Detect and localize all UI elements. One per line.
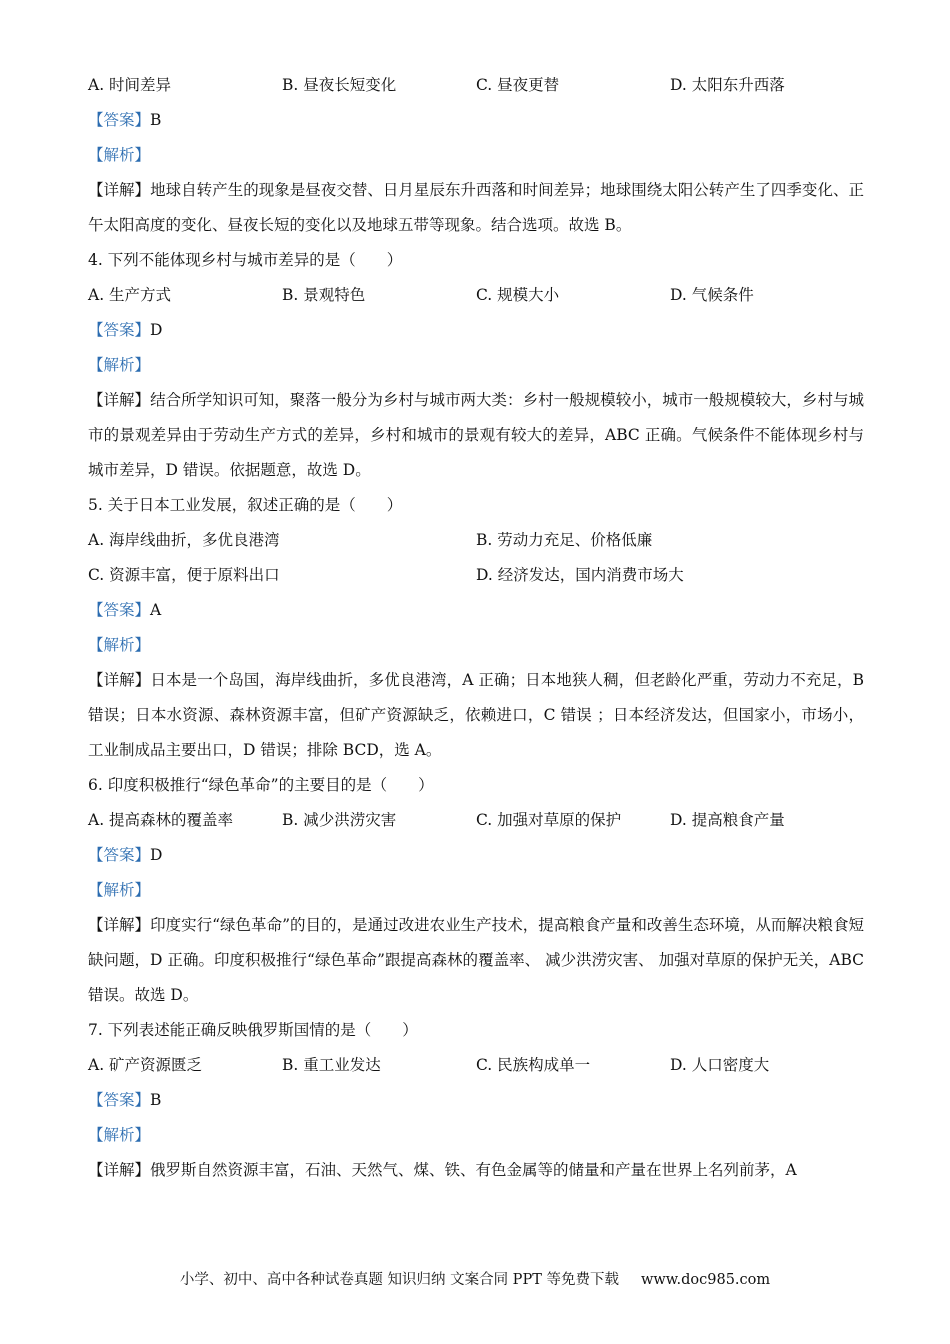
analysis-line [88,873,864,908]
detail-tag: 【详解】 [88,1161,151,1179]
option-item: D. 经济发达，国内消费市场大 [476,566,684,584]
option-item: C. 资源丰富，便于原料出口 [88,566,280,584]
answer-line [88,838,864,873]
document-body [88,68,864,1188]
answer-line [88,1083,864,1118]
option-item: B. 减少洪涝灾害 [282,811,397,829]
detail-text: 结合所学知识可知，聚落一般分为乡村与城市两大类：乡村一般规模较小，城市一般规模较大，乡村与城市的景观差异由于劳动生产方式的差异，乡村和城市的景观有较大的差异，ABC 正确。气候条件不能体现乡村与城市差异，D 错误。依据题意，故选 D。 [88,391,864,479]
option-row [88,68,864,103]
option-item: C. 规模大小 [476,286,560,304]
detail-tag: 【详解】 [88,916,151,934]
option-row [88,1048,864,1083]
page-footer [0,1268,950,1289]
detail-tag: 【详解】 [88,181,151,199]
detail-text: 地球自转产生的现象是昼夜交替、日月星辰东升西落和时间差异；地球围绕太阳公转产生了四季变化、正午太阳高度的变化、昼夜长短的变化以及地球五带等现象。结合选项。故选 B。 [88,181,864,234]
option-item: B. 昼夜长短变化 [282,76,397,94]
answer-tag: 【答案】 [88,846,151,864]
detail-paragraph [88,908,864,1013]
analysis-line [88,348,864,383]
footer-url[interactable]: www.doc985.com [640,1272,771,1288]
analysis-tag: 【解析】 [88,881,151,899]
option-item: D. 提高粮食产量 [670,811,785,829]
answer-value: D [150,846,163,864]
answer-value: D [150,321,163,339]
answer-value: B [150,111,162,129]
option-item: A. 时间差异 [88,76,172,94]
answer-line [88,593,864,628]
detail-text: 俄罗斯自然资源丰富，石油、天然气、煤、铁、有色金属等的储量和产量在世界上名列前茅，A [150,1161,797,1179]
detail-paragraph [88,173,864,243]
question-stem: 4. 下列不能体现乡村与城市差异的是（ ） [88,251,403,269]
answer-line [88,103,864,138]
option-item: D. 太阳东升西落 [670,76,785,94]
answer-value: B [150,1091,162,1109]
detail-text: 印度实行“绿色革命”的目的，是通过改进农业生产技术，提高粮食产量和改善生态环境，从而解决粮食短缺问题，D 正确。印度积极推行“绿色革命”跟提高森林的覆盖率、 减少洪涝灾害、 加强对草原的保护无关，ABC 错误。故选 D。 [88,916,864,1004]
option-row [88,523,864,558]
detail-paragraph [88,383,864,488]
analysis-tag: 【解析】 [88,356,151,374]
detail-text: 日本是一个岛国，海岸线曲折，多优良港湾，A 正确；日本地狭人稠，但老龄化严重，劳动力不充足，B 错误；日本水资源、森林资源丰富，但矿产资源缺乏，依赖进口，C 错误 ；日本经济发达，但国家小，市场小，工业制成品主要出口，D 错误；排除 BCD，选 A。 [88,671,864,759]
option-row [88,278,864,313]
option-item: C. 加强对草原的保护 [476,811,622,829]
option-item: B. 重工业发达 [282,1056,381,1074]
detail-paragraph [88,1153,864,1188]
option-item: A. 海岸线曲折，多优良港湾 [88,531,280,549]
option-item: A. 矿产资源匮乏 [88,1056,203,1074]
detail-paragraph [88,663,864,768]
question-stem: 5. 关于日本工业发展，叙述正确的是（ ） [88,496,403,514]
option-item: D. 气候条件 [670,286,754,304]
option-item: D. 人口密度大 [670,1056,770,1074]
detail-tag: 【详解】 [88,671,151,689]
answer-tag: 【答案】 [88,1091,151,1109]
option-row [88,558,864,593]
answer-value: A [150,601,162,619]
answer-line [88,313,864,348]
answer-tag: 【答案】 [88,601,151,619]
answer-tag: 【答案】 [88,321,151,339]
analysis-line [88,138,864,173]
footer-text: 小学、初中、高中各种试卷真题 知识归纳 文案合同 PPT 等免费下载 [179,1272,619,1288]
option-row [88,803,864,838]
option-item: A. 提高森林的覆盖率 [88,811,234,829]
option-item: C. 昼夜更替 [476,76,560,94]
option-item: B. 景观特色 [282,286,366,304]
analysis-tag: 【解析】 [88,636,151,654]
option-item: A. 生产方式 [88,286,172,304]
analysis-tag: 【解析】 [88,146,151,164]
detail-tag: 【详解】 [88,391,151,409]
option-item: C. 民族构成单一 [476,1056,591,1074]
question-stem: 7. 下列表述能正确反映俄罗斯国情的是（ ） [88,1021,418,1039]
question-stem: 6. 印度积极推行“绿色革命”的主要目的是（ ） [88,776,434,794]
answer-tag: 【答案】 [88,111,151,129]
option-item: B. 劳动力充足、价格低廉 [476,531,653,549]
analysis-line [88,628,864,663]
analysis-tag: 【解析】 [88,1126,151,1144]
analysis-line [88,1118,864,1153]
